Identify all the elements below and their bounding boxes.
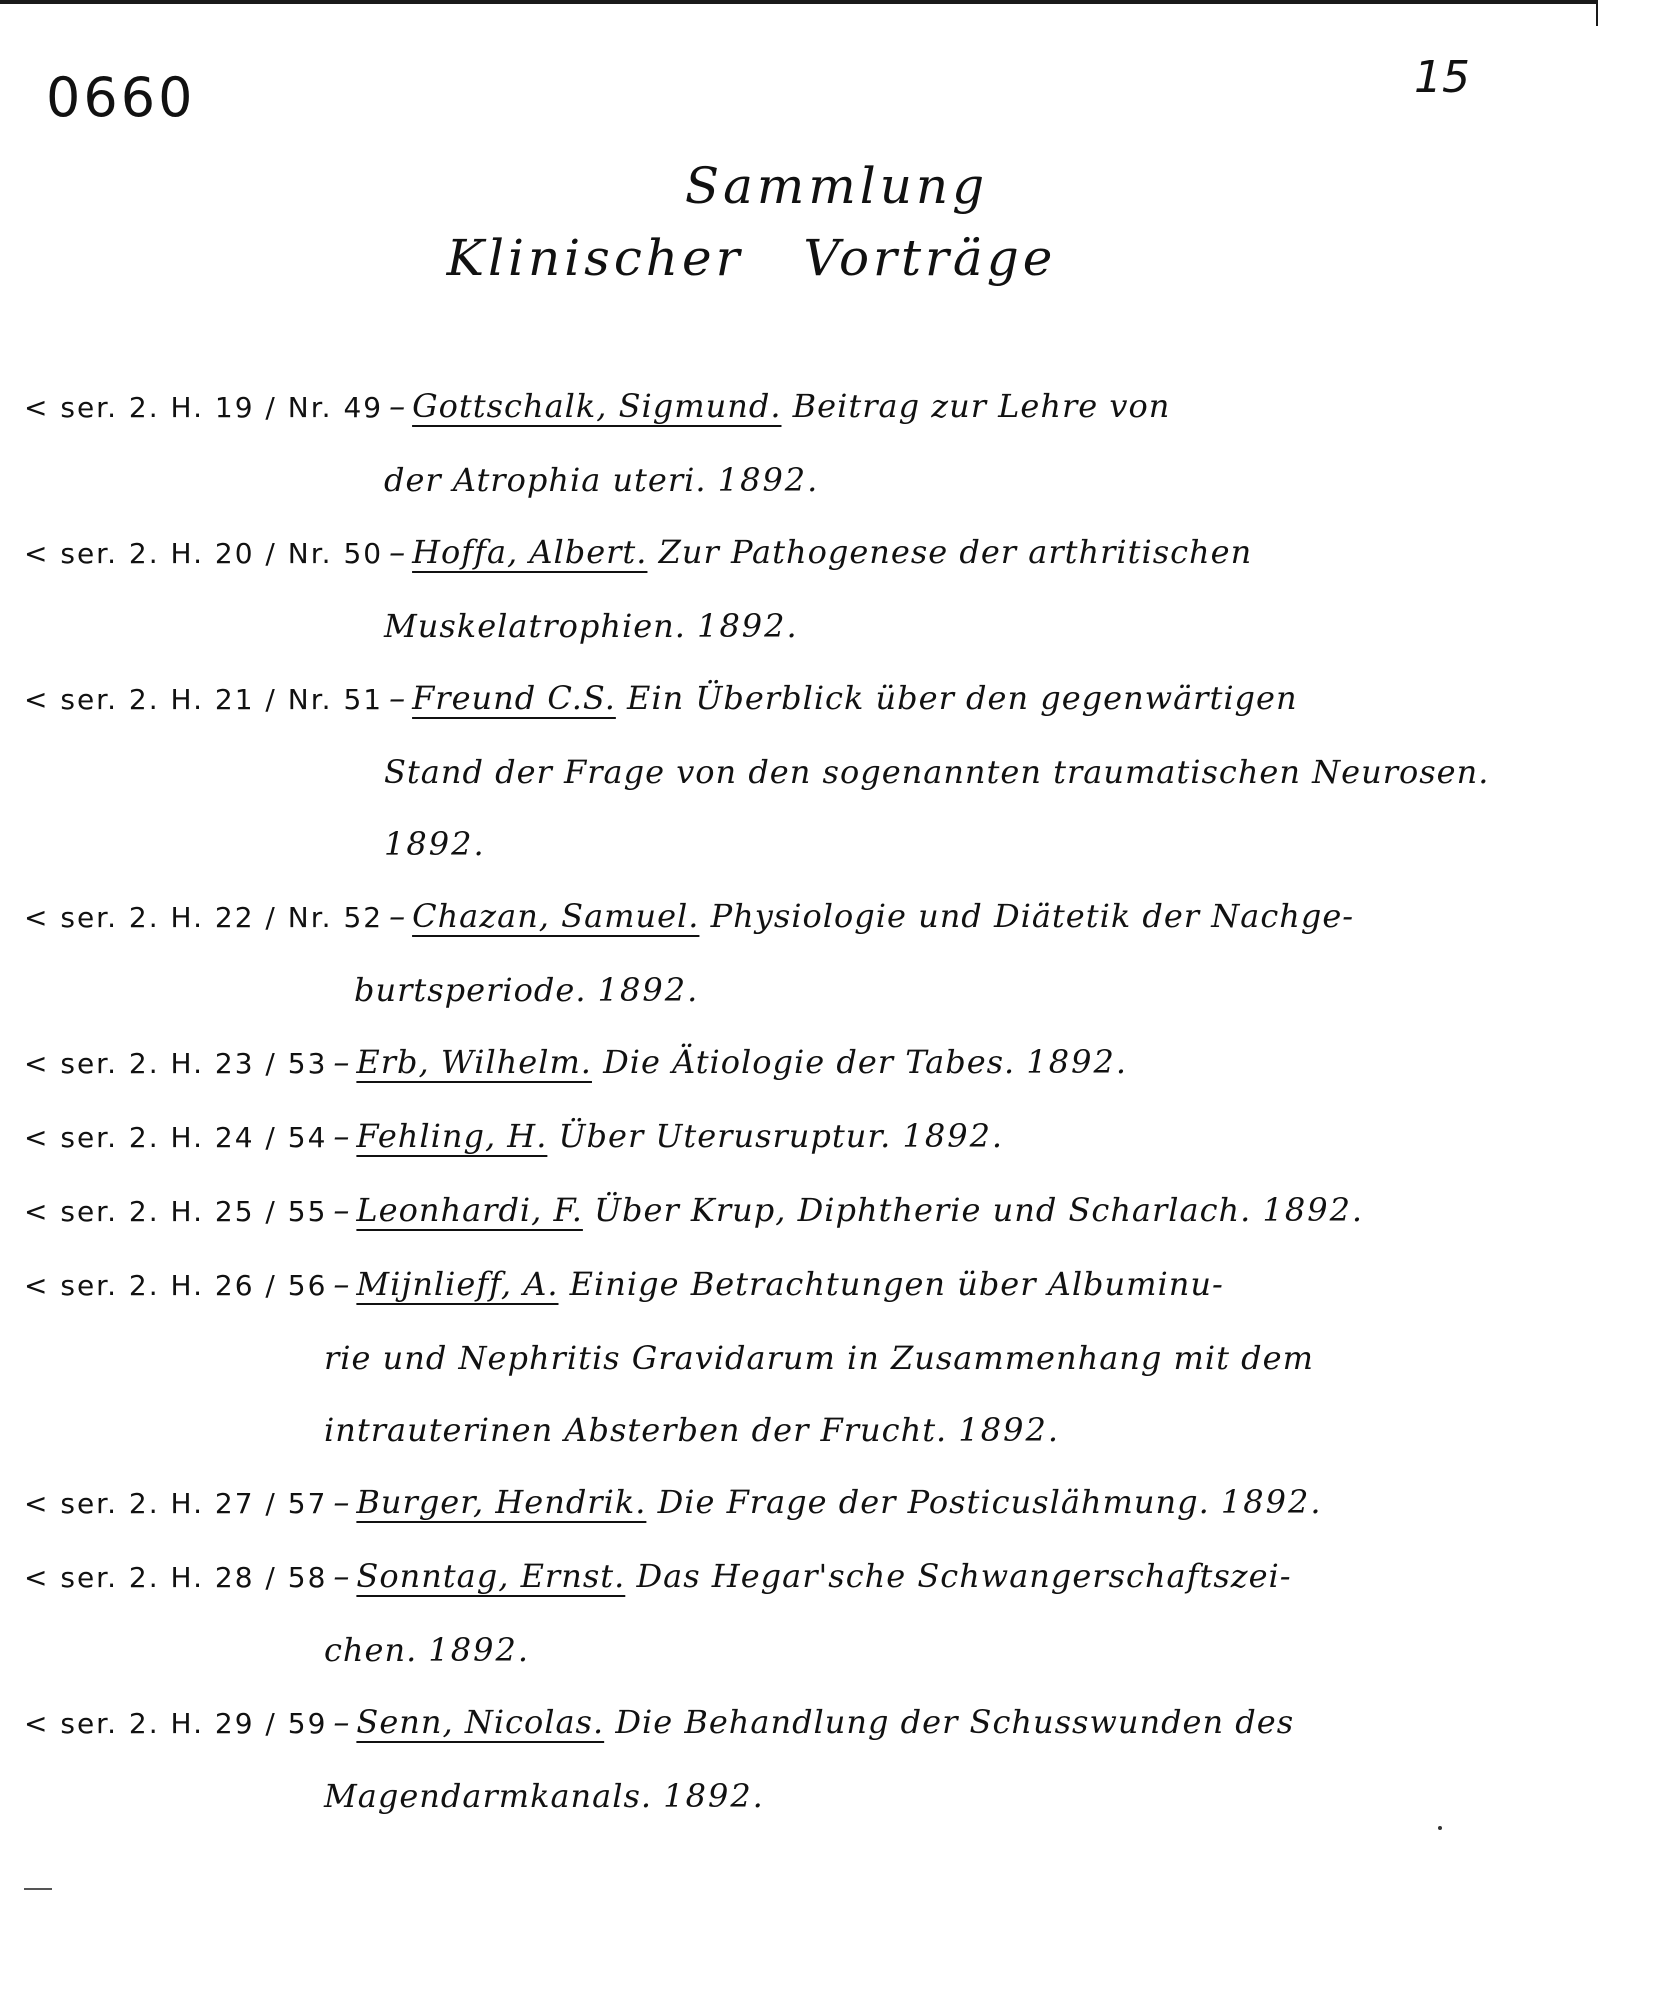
- entry-title-cont: chen.: [324, 1631, 418, 1669]
- call-number: < ser. 2. H. 20 / Nr. 50: [24, 537, 384, 570]
- stray-ink-dot: [1438, 1826, 1442, 1830]
- entry-year: 1892.: [384, 825, 486, 863]
- call-number: < ser. 2. H. 27 / 57: [24, 1487, 328, 1520]
- entry-year: 1892.: [1220, 1483, 1323, 1521]
- entry-author: Chazan, Samuel.: [412, 897, 700, 935]
- entry-author: Hoffa, Albert.: [412, 533, 648, 571]
- entry-author: Fehling, H.: [356, 1117, 548, 1155]
- call-number: < ser. 2. H. 25 / 55: [24, 1195, 328, 1228]
- entry-title-cont: intrauterinen Absterben der Frucht.: [324, 1411, 948, 1449]
- call-number: < ser. 2. H. 24 / 54: [24, 1121, 328, 1154]
- call-number: < ser. 2. H. 21 / Nr. 51: [24, 683, 384, 716]
- entry-title: Einige Betrachtungen über Albuminu-: [569, 1265, 1224, 1303]
- entry-title-cont: Muskelatrophien.: [384, 607, 686, 645]
- entry-author: Erb, Wilhelm.: [356, 1043, 592, 1081]
- entry-title: Über Uterusruptur.: [558, 1117, 892, 1155]
- card-number: 0660: [46, 66, 196, 129]
- entry-55: < ser. 2. H. 25 / 55 – Leonhardi, F. Über Krup, Diphtherie und Scharlach. 1892.: [24, 1191, 1365, 1229]
- entry-59: < ser. 2. H. 29 / 59 – Senn, Nicolas. Die Behandlung der Schusswunden des Magendarmkanals. 1892.: [24, 1703, 1295, 1815]
- entry-list: [24, 370, 1584, 1832]
- entry-year: 1892.: [717, 461, 820, 499]
- entry-author: Leonhardi, F.: [356, 1191, 583, 1229]
- entry-year: 1892.: [597, 971, 700, 1009]
- entry-title: Physiologie und Diätetik der Nachge-: [710, 897, 1355, 935]
- entry-title: Das Hegar'sche Schwangerschaftszei-: [636, 1557, 1292, 1595]
- entry-title: Zur Pathogenese der arthritischen: [658, 533, 1253, 571]
- entry-author: Mijnlieff, A.: [356, 1265, 559, 1303]
- entry-50: < ser. 2. H. 20 / Nr. 50 – Hoffa, Albert. Zur Pathogenese der arthritischen Muskelatrophien. 1892.: [24, 533, 1253, 645]
- top-border: [0, 0, 1596, 4]
- entry-author: Burger, Hendrik.: [356, 1483, 647, 1521]
- entry-year: 1892.: [958, 1411, 1060, 1449]
- entry-58: < ser. 2. H. 28 / 58 – Sonntag, Ernst. Das Hegar'sche Schwangerschaftszei- chen. 1892.: [24, 1557, 1292, 1669]
- entry-year: 1892.: [428, 1631, 531, 1669]
- call-number: < ser. 2. H. 23 / 53: [24, 1047, 328, 1080]
- entry-52: < ser. 2. H. 22 / Nr. 52 – Chazan, Samuel. Physiologie und Diätetik der Nachge- burtsperiode. 1892.: [24, 897, 1355, 1009]
- entry-title: Beitrag zur Lehre von: [792, 387, 1171, 425]
- card-edge-mark: [1596, 0, 1598, 26]
- series-title: [0, 150, 1653, 294]
- entry-57: < ser. 2. H. 27 / 57 – Burger, Hendrik. Die Frage der Posticuslähmung. 1892.: [24, 1483, 1323, 1521]
- entry-54: < ser. 2. H. 24 / 54 – Fehling, H. Über Uterusruptur. 1892.: [24, 1117, 1005, 1155]
- entry-title-cont: der Atrophia uteri.: [384, 461, 707, 499]
- entry-title: Die Frage der Posticuslähmung.: [657, 1483, 1210, 1521]
- entry-title: Die Ätiologie der Tabes.: [603, 1043, 1016, 1081]
- series-title-line-1: Sammlung: [684, 157, 989, 215]
- call-number: < ser. 2. H. 19 / Nr. 49: [24, 391, 384, 424]
- page-number: 15: [1414, 52, 1470, 103]
- entry-author: Sonntag, Ernst.: [356, 1557, 626, 1595]
- series-title-line-2: Klinischer Vorträge: [446, 229, 1057, 287]
- entry-title-cont: Magendarmkanals.: [324, 1777, 653, 1815]
- entry-title: Die Behandlung der Schusswunden des: [615, 1703, 1295, 1741]
- entry-author: Senn, Nicolas.: [356, 1703, 605, 1741]
- call-number: < ser. 2. H. 29 / 59: [24, 1707, 328, 1740]
- stray-pen-mark: [24, 1888, 52, 1890]
- entry-title: Über Krup, Diphtherie und Scharlach.: [594, 1191, 1252, 1229]
- entry-51: < ser. 2. H. 21 / Nr. 51 – Freund C.S. Ein Überblick über den gegenwärtigen Stand der Frage von den sogenannten traumatischen Neurosen. 1892.: [24, 679, 1490, 863]
- entry-year: 1892.: [1026, 1043, 1128, 1081]
- entry-title-cont: rie und Nephritis Gravidarum in Zusammenhang mit dem: [324, 1339, 1314, 1377]
- entry-author: Freund C.S.: [412, 679, 616, 717]
- entry-year: 1892.: [663, 1777, 765, 1815]
- call-number: < ser. 2. H. 22 / Nr. 52: [24, 901, 384, 934]
- entry-title-cont: Stand der Frage von den sogenannten traumatischen Neurosen.: [384, 753, 1490, 791]
- entry-year: 1892.: [1262, 1191, 1365, 1229]
- entry-53: < ser. 2. H. 23 / 53 – Erb, Wilhelm. Die Ätiologie der Tabes. 1892.: [24, 1043, 1128, 1081]
- entry-author: Gottschalk, Sigmund.: [412, 387, 782, 425]
- entry-56: < ser. 2. H. 26 / 56 – Mijnlieff, A. Einige Betrachtungen über Albuminu- rie und Nephritis Gravidarum in Zusammenhang mit dem intrauterinen Absterben der Frucht. 1892.: [24, 1265, 1314, 1449]
- entry-title-cont: burtsperiode.: [354, 971, 587, 1009]
- call-number: < ser. 2. H. 26 / 56: [24, 1269, 328, 1302]
- entry-year: 1892.: [697, 607, 799, 645]
- call-number: < ser. 2. H. 28 / 58: [24, 1561, 328, 1594]
- entry-49: < ser. 2. H. 19 / Nr. 49 – Gottschalk, Sigmund. Beitrag zur Lehre von der Atrophia uteri. 1892.: [24, 387, 1171, 499]
- entry-year: 1892.: [902, 1117, 1005, 1155]
- entry-title: Ein Überblick über den gegenwärtigen: [627, 679, 1298, 717]
